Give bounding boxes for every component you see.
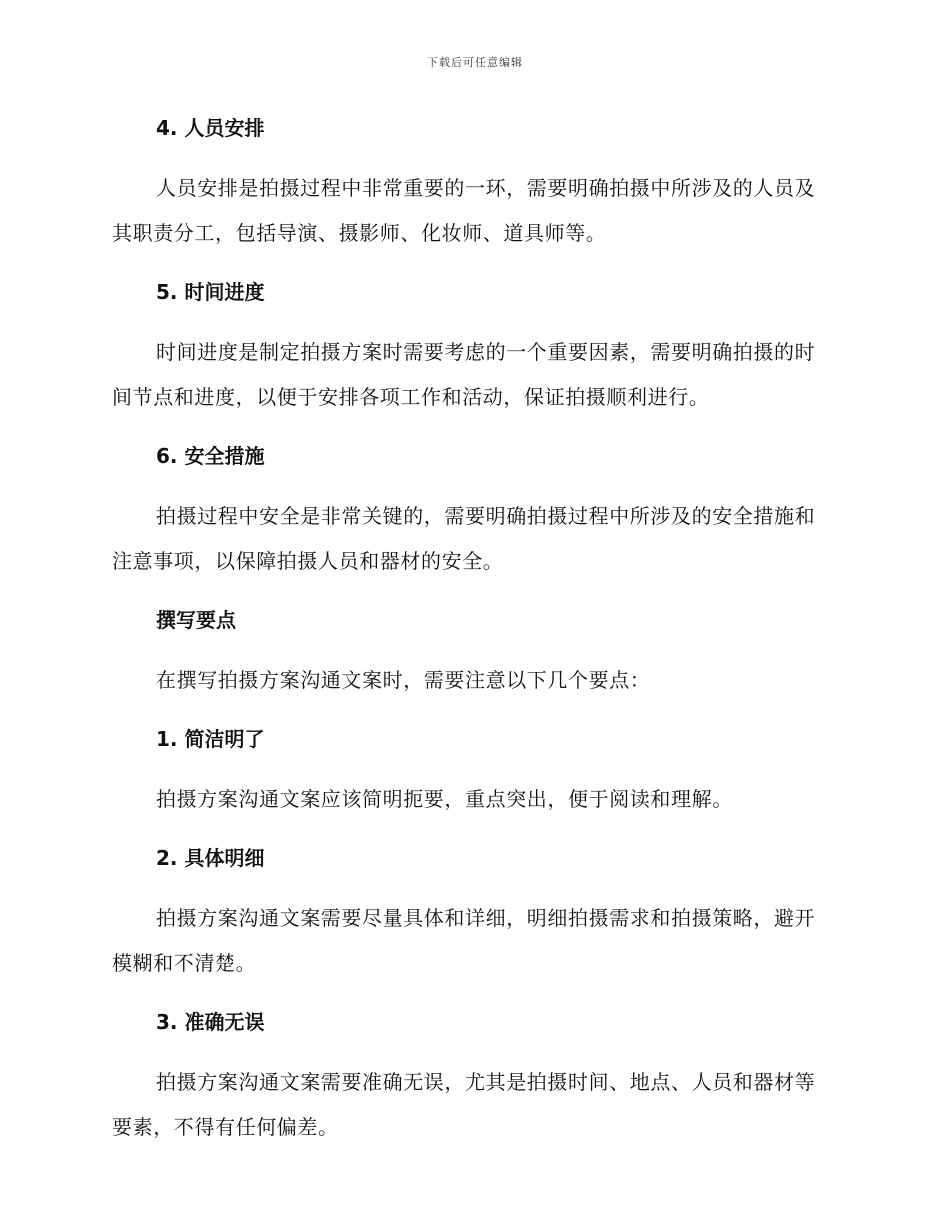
section-paragraph: 拍摄过程中安全是非常关键的，需要明确拍摄过程中所涉及的安全措施和注意事项，以保障拍摄人员和器材的安全。 [112, 504, 816, 573]
section-heading: 撰写要点 [156, 608, 236, 632]
section [112, 440, 832, 604]
section-heading: 4. 人员安排 [156, 116, 265, 140]
section-paragraph: 拍摄方案沟通文案需要尽量具体和详细，明细拍摄需求和拍摄策略，避开模糊和不清楚。 [112, 906, 816, 975]
header-note: 下载后可任意编辑 [427, 56, 523, 69]
section [112, 723, 832, 842]
section-heading: 1. 简洁明了 [156, 727, 265, 751]
section [112, 1006, 832, 1150]
section [112, 276, 832, 440]
section [112, 604, 832, 723]
section-paragraph: 时间进度是制定拍摄方案时需要考虑的一个重要因素，需要明确拍摄的时间节点和进度，以便于安排各项工作和活动，保证拍摄顺利进行。 [112, 340, 816, 409]
section-paragraph: 拍摄方案沟通文案应该简明扼要，重点突出，便于阅读和理解。 [156, 787, 733, 811]
section-paragraph: 人员安排是拍摄过程中非常重要的一环，需要明确拍摄中所涉及的人员及其职责分工，包括导演、摄影师、化妆师、道具师等。 [112, 176, 816, 245]
section-heading: 6. 安全措施 [156, 444, 265, 468]
section-paragraph: 在撰写拍摄方案沟通文案时，需要注意以下几个要点： [156, 668, 651, 692]
section-heading: 5. 时间进度 [156, 280, 265, 304]
document-body [112, 112, 832, 1150]
section-heading: 3. 准确无误 [156, 1010, 265, 1034]
section [112, 842, 832, 1006]
section [112, 112, 832, 276]
section-paragraph: 拍摄方案沟通文案需要准确无误，尤其是拍摄时间、地点、人员和器材等要素，不得有任何偏差。 [112, 1070, 816, 1139]
section-heading: 2. 具体明细 [156, 846, 265, 870]
